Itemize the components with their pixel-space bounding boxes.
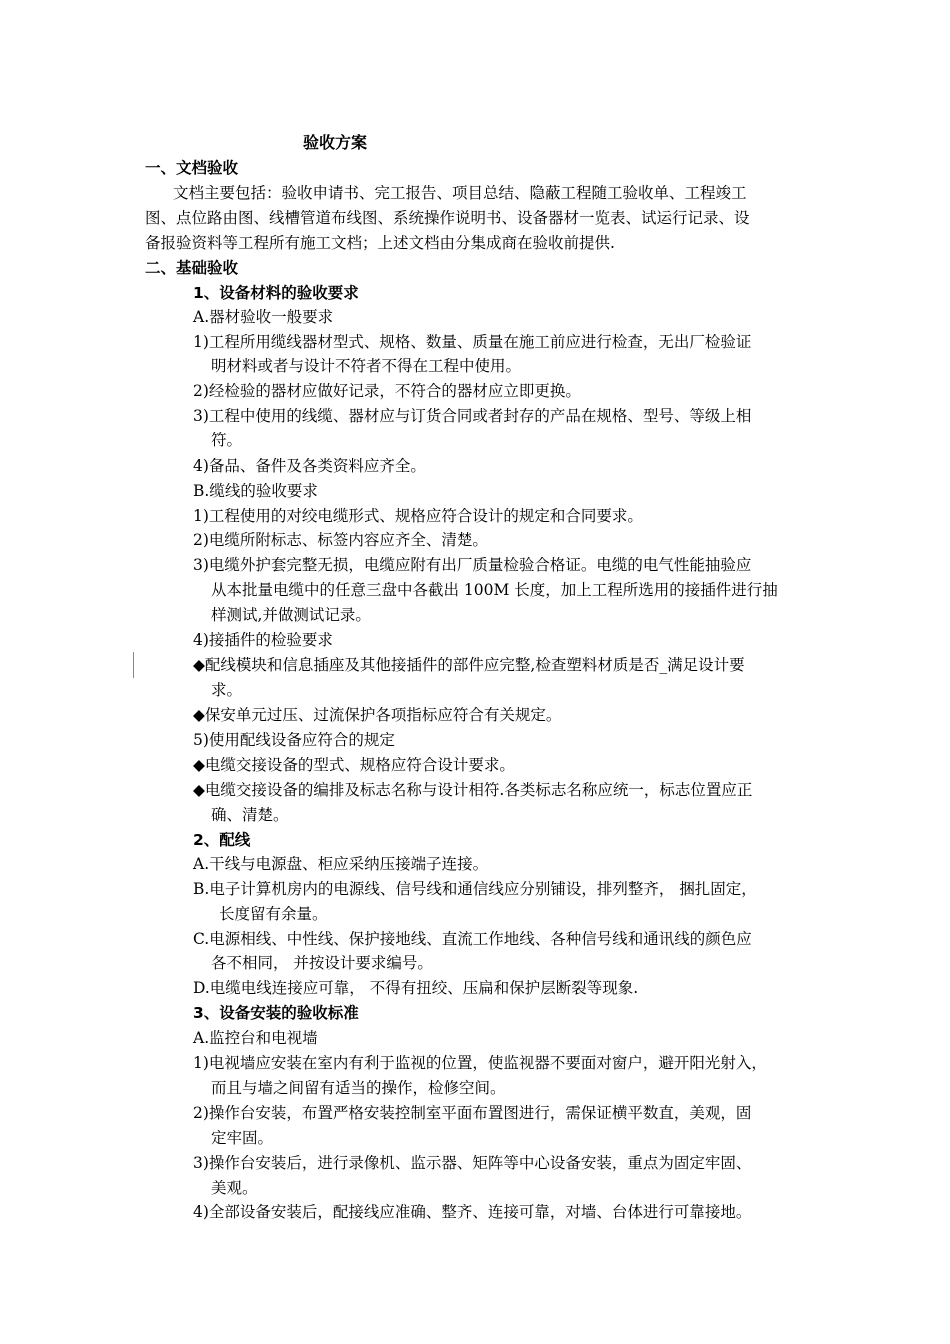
paragraph-line: 明材料或者与设计不符者不得在工程中使用。	[211, 357, 522, 375]
paragraph-line: 1)电视墙应安装在室内有利于监视的位置，使监视器不要面对窗户，避开阳光射入，	[193, 1054, 767, 1072]
paragraph-line: B.缆线的验收要求	[193, 482, 318, 500]
document-title: 验收方案	[303, 133, 368, 152]
paragraph-line: B.电子计算机房内的电源线、信号线和通信线应分别铺设，排列整齐， 捆扎固定，	[193, 880, 757, 898]
paragraph-line: 2)电缆所附标志、标签内容应齐全、清楚。	[193, 531, 488, 549]
paragraph-line: 4)备品、备件及各类资料应齐全。	[193, 457, 426, 475]
bullet-line: ◆电缆交接设备的编排及标志名称与设计相符.各类标志名称应统一，标志位置应正	[193, 781, 753, 799]
paragraph-line: 符。	[211, 431, 243, 449]
paragraph-line: 3)电缆外护套完整无损，电缆应附有出厂质量检验合格证。电缆的电气性能抽验应	[193, 556, 752, 574]
paragraph-line: A.器材验收一般要求	[193, 308, 334, 326]
paragraph-line: 5)使用配线设备应符合的规定	[193, 731, 395, 749]
paragraph-line: 文档主要包括：验收申请书、完工报告、项目总结、隐蔽工程随工验收单、工程竣工	[173, 184, 747, 202]
bullet-line: ◆配线模块和信息插座及其他接插件的部件应完整,检查塑料材质是否_满足设计要	[193, 656, 745, 674]
paragraph-line: 3)工程中使用的线缆、器材应与订货合同或者封存的产品在规格、型号、等级上相	[193, 407, 752, 425]
paragraph-line: 2)操作台安装，布置严格安装控制室平面布置图进行，需保证横平数直，美观，固	[193, 1104, 752, 1122]
subsection-heading: 1、设备材料的验收要求	[193, 284, 359, 302]
paragraph-line: 图、点位路由图、线槽管道布线图、系统操作说明书、设备器材一览表、试运行记录、设	[145, 209, 750, 227]
paragraph-line: 样测试,并做测试记录。	[211, 606, 371, 624]
paragraph-line: 而且与墙之间留有适当的操作，检修空间。	[211, 1079, 506, 1097]
paragraph-line: 4)接插件的检验要求	[193, 631, 333, 649]
section-heading: 一、文档验收	[145, 159, 239, 177]
paragraph-line: 美观。	[211, 1179, 258, 1197]
paragraph-line: 备报验资料等工程所有施工文档；上述文档由分集成商在验收前提供.	[145, 234, 615, 252]
paragraph-line: 确、清楚。	[211, 806, 289, 824]
paragraph-line: 2)经检验的器材应做好记录，不符合的器材应立即更换。	[193, 382, 581, 400]
paragraph-line: 各不相同， 并按设计要求编号。	[211, 954, 433, 972]
subsection-heading: 3、设备安装的验收标准	[193, 1004, 359, 1022]
paragraph-line: 3)操作台安装后，进行录像机、监示器、矩阵等中心设备安装，重点为固定牢固、	[193, 1154, 752, 1172]
paragraph-line: 4)全部设备安装后，配接线应准确、整齐、连接可靠，对墙、台体进行可靠接地。	[193, 1203, 752, 1221]
paragraph-line: 1)工程使用的对绞电缆形式、规格应符合设计的规定和合同要求。	[193, 507, 643, 525]
paragraph-line: 从本批量电缆中的任意三盘中各截出 100M 长度，加上工程所选用的接插件进行抽	[211, 581, 778, 599]
paragraph-line: 1)工程所用缆线器材型式、规格、数量、质量在施工前应进行检查，无出厂检验证	[193, 333, 752, 351]
paragraph-line: 长度留有余量。	[219, 905, 328, 923]
bullet-line: ◆保安单元过压、过流保护各项指标应符合有关规定。	[193, 706, 562, 724]
section-heading: 二、基础验收	[145, 259, 239, 277]
paragraph-line: C.电源相线、中性线、保护接地线、直流工作地线、各种信号线和通讯线的颜色应	[193, 930, 752, 948]
bullet-line: ◆电缆交接设备的型式、规格应符合设计要求。	[193, 756, 515, 774]
paragraph-line: A.监控台和电视墙	[193, 1029, 318, 1047]
paragraph-line: 求。	[211, 681, 243, 699]
paragraph-line: A.干线与电源盘、柜应采纳压接端子连接。	[193, 855, 489, 873]
margin-mark	[133, 652, 134, 678]
subsection-heading: 2、配线	[193, 831, 251, 849]
paragraph-line: D.电缆电线连接应可靠， 不得有扭绞、压扁和保护层断裂等现象.	[193, 979, 639, 997]
paragraph-line: 定牢固。	[211, 1129, 274, 1147]
